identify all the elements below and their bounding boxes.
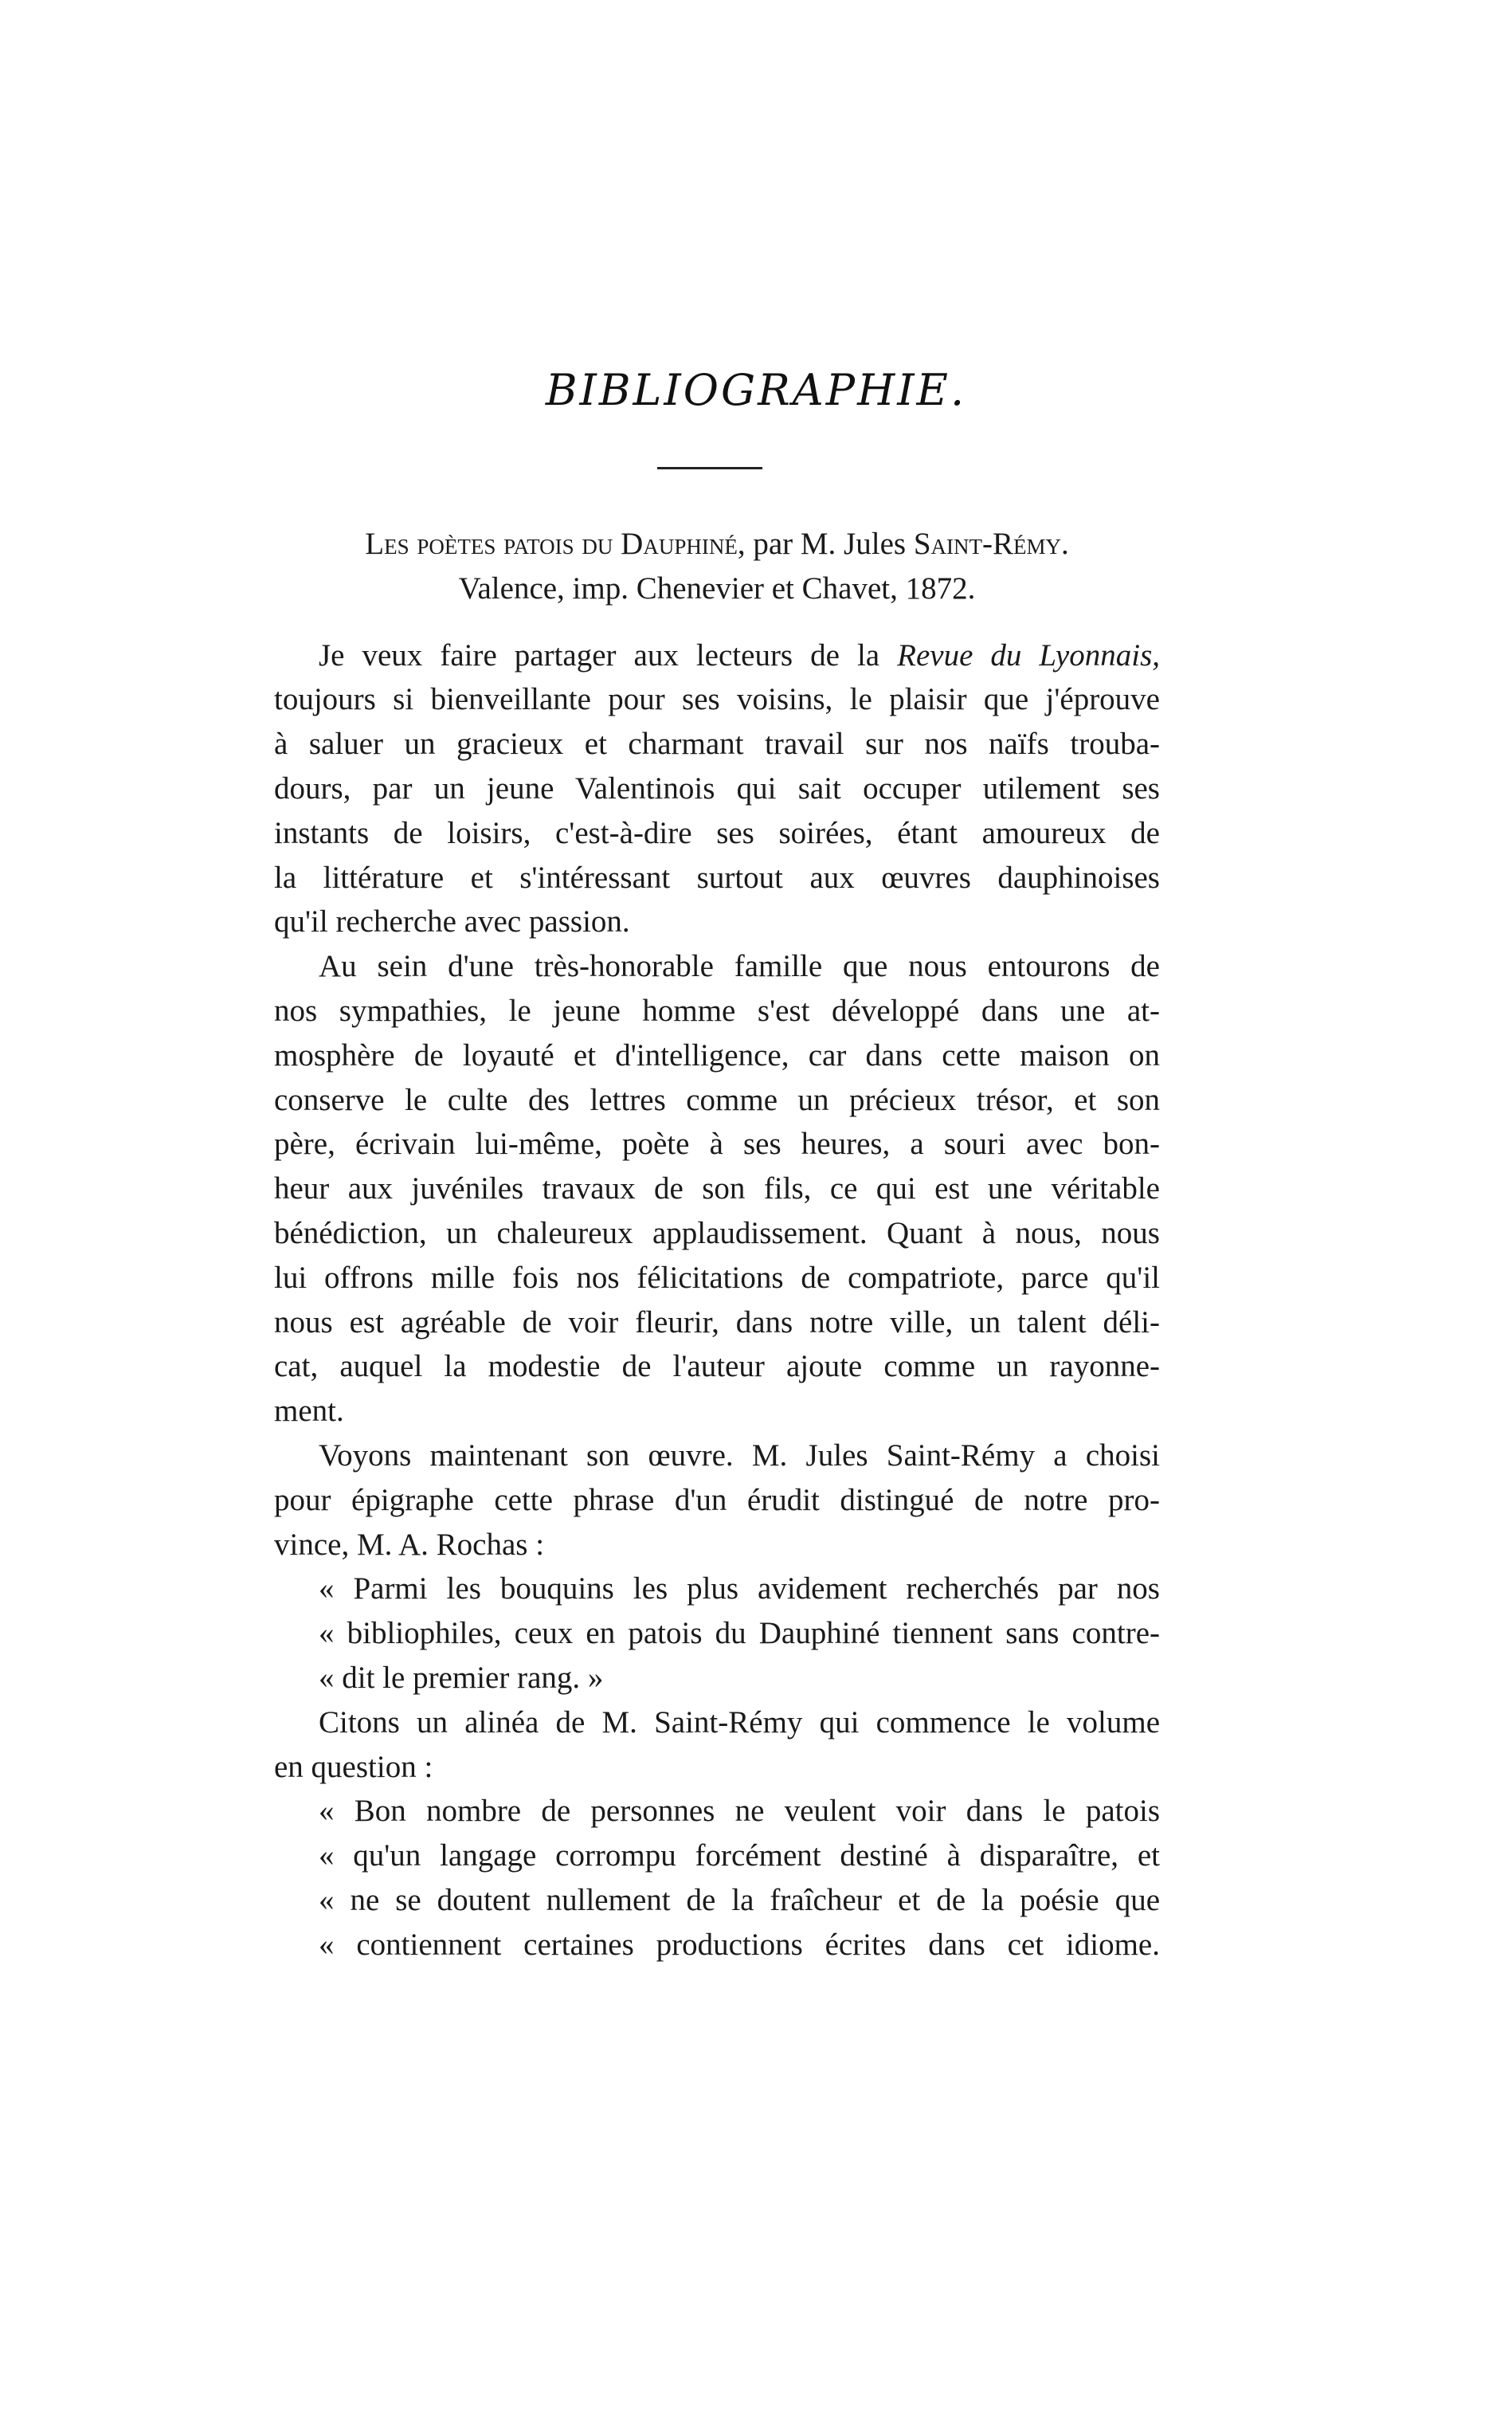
- text-line: à saluer un gracieux et charmant travail sur nos naïfs trouba-: [274, 727, 1160, 762]
- text-line: heur aux juvéniles travaux de son fils, ce qui est une véritable: [274, 1171, 1160, 1206]
- text-line: Citons un alinéa de M. Saint-Rémy qui commence le volume: [319, 1704, 1160, 1740]
- text-line: Au sein d'une très-honorable famille que nous entourons de: [319, 949, 1160, 984]
- quote-line: « qu'un langage corrompu forcément destiné à disparaître, et: [319, 1838, 1160, 1873]
- text-line: qu'il recherche avec passion.: [274, 904, 630, 939]
- heading-line-1: [274, 522, 1160, 567]
- paragraph-3: [274, 1434, 1160, 1567]
- text-line: Voyons maintenant son œuvre. M. Jules Saint-Rémy a choisi: [319, 1438, 1160, 1473]
- paragraph-4: [274, 1700, 1160, 1790]
- text-line: conserve le culte des lettres comme un précieux trésor, et son: [274, 1082, 1160, 1117]
- heading-by: par M. Jules: [745, 527, 914, 561]
- text-line: [274, 633, 1160, 678]
- text-line: lui offrons mille fois nos félicitations de compatriote, parce qu'il: [274, 1260, 1160, 1295]
- heading-book-title: Les poètes patois du Dauphiné,: [365, 527, 746, 561]
- text-line: mosphère de loyauté et d'intelligence, car dans cette maison on: [274, 1037, 1160, 1073]
- quote-line: « Parmi les bouquins les plus avidement recherchés par nos: [319, 1571, 1160, 1606]
- text-line: cat, auquel la modestie de l'auteur ajoute comme un rayonne-: [274, 1349, 1160, 1384]
- text-line: en question :: [274, 1749, 433, 1784]
- quote-line: « Bon nombre de personnes ne veulent voir dans le patois: [319, 1794, 1160, 1829]
- paragraph-1: [274, 633, 1160, 945]
- quote-line: « dit le premier rang. »: [319, 1660, 604, 1695]
- heading-author: Saint-Rémy.: [913, 527, 1069, 561]
- text-line: la littérature et s'intéressant surtout aux œuvres dauphinoises: [274, 860, 1160, 895]
- text-line: instants de loisirs, c'est-à-dire ses soirées, étant amoureux de: [274, 815, 1160, 850]
- text-line: ment.: [274, 1394, 344, 1429]
- cited-quote: [274, 1789, 1160, 1967]
- text-line: nous est agréable de voir fleurir, dans notre ville, un talent déli-: [274, 1304, 1160, 1340]
- text-line: dours, par un jeune Valentinois qui sait occuper utilement ses: [274, 771, 1160, 806]
- heading-line-2: Valence, imp. Chenevier et Chavet, 1872.: [458, 571, 976, 606]
- text-line: pour épigraphe cette phrase d'un érudit distingué de notre pro-: [274, 1482, 1160, 1517]
- epigraph-quote: [274, 1567, 1160, 1700]
- text-line: nos sympathies, le jeune homme s'est développé dans une at-: [274, 993, 1160, 1028]
- journal-title: Revue du Lyonnais,: [897, 637, 1161, 673]
- text-run: Je veux faire partager aux lecteurs de la: [319, 637, 898, 673]
- page-title: BIBLIOGRAPHIE.: [545, 365, 967, 415]
- review-heading: [274, 522, 1160, 611]
- title-divider: [657, 467, 762, 469]
- text-line: bénédiction, un chaleureux applaudissement. Quant à nous, nous: [274, 1215, 1160, 1250]
- article-body: [274, 522, 1160, 1967]
- spacer: [274, 611, 1160, 633]
- text-line: père, écrivain lui-même, poète à ses heures, a souri avec bon-: [274, 1127, 1160, 1162]
- text-line: toujours si bienveillante pour ses voisins, le plaisir que j'éprouve: [274, 682, 1160, 717]
- quote-line: « ne se doutent nullement de la fraîcheur et de la poésie que: [319, 1882, 1160, 1917]
- paragraph-2: [274, 944, 1160, 1434]
- text-line: vince, M. A. Rochas :: [274, 1527, 545, 1562]
- quote-line: « contiennent certaines productions écrites dans cet idiome.: [319, 1927, 1160, 1962]
- quote-line: « bibliophiles, ceux en patois du Dauphiné tiennent sans contre-: [319, 1616, 1160, 1651]
